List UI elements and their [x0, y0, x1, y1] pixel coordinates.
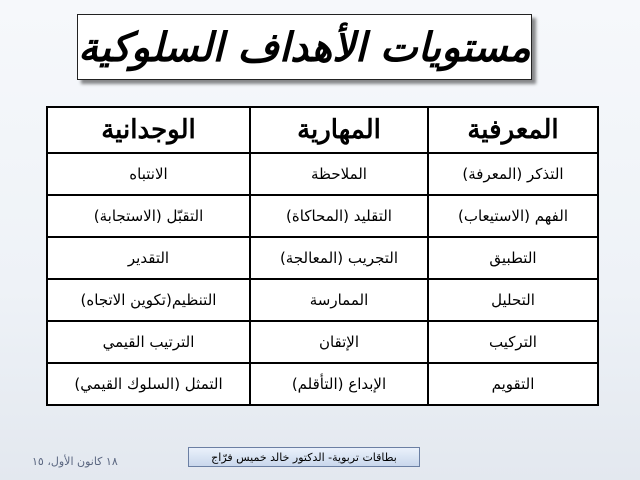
- title-box: [77, 14, 532, 80]
- table-cell: التمثل (السلوك القيمي): [47, 363, 250, 405]
- slide-title: مستويات الأهداف السلوكية: [78, 23, 531, 71]
- table-cell: الترتيب القيمي: [47, 321, 250, 363]
- objectives-table-wrap: [46, 106, 597, 406]
- table-cell: الانتباه: [47, 153, 250, 195]
- objectives-table: [46, 106, 599, 406]
- table-cell: الفهم (الاستيعاب): [428, 195, 598, 237]
- table-row: [47, 363, 598, 405]
- header-psychomotor: المهارية: [250, 107, 428, 153]
- table-cell: التجريب (المعالجة): [250, 237, 428, 279]
- table-cell: التركيب: [428, 321, 598, 363]
- table-row: [47, 153, 598, 195]
- table-cell: التقليد (المحاكاة): [250, 195, 428, 237]
- table-cell: التطبيق: [428, 237, 598, 279]
- header-cognitive: المعرفية: [428, 107, 598, 153]
- table-cell: الإبداع (التأقلم): [250, 363, 428, 405]
- footer-credit: بطاقات تربوية- الدكتور خالد خميس فرّاج: [211, 450, 397, 464]
- table-cell: التحليل: [428, 279, 598, 321]
- table-cell: التقبّل (الاستجابة): [47, 195, 250, 237]
- table-row: [47, 321, 598, 363]
- footer-credit-box: [188, 447, 420, 467]
- table-row: [47, 237, 598, 279]
- table-cell: التقدير: [47, 237, 250, 279]
- table-cell: الملاحظة: [250, 153, 428, 195]
- header-affective: الوجدانية: [47, 107, 250, 153]
- table-cell: التذكر (المعرفة): [428, 153, 598, 195]
- table-cell: الإتقان: [250, 321, 428, 363]
- table-header-row: [47, 107, 598, 153]
- table-cell: التنظيم(تكوين الاتجاه): [47, 279, 250, 321]
- slide-date: ١٨ كانون الأول، ١٥: [32, 455, 118, 468]
- table-cell: الممارسة: [250, 279, 428, 321]
- table-cell: التقويم: [428, 363, 598, 405]
- table-row: [47, 195, 598, 237]
- table-row: [47, 279, 598, 321]
